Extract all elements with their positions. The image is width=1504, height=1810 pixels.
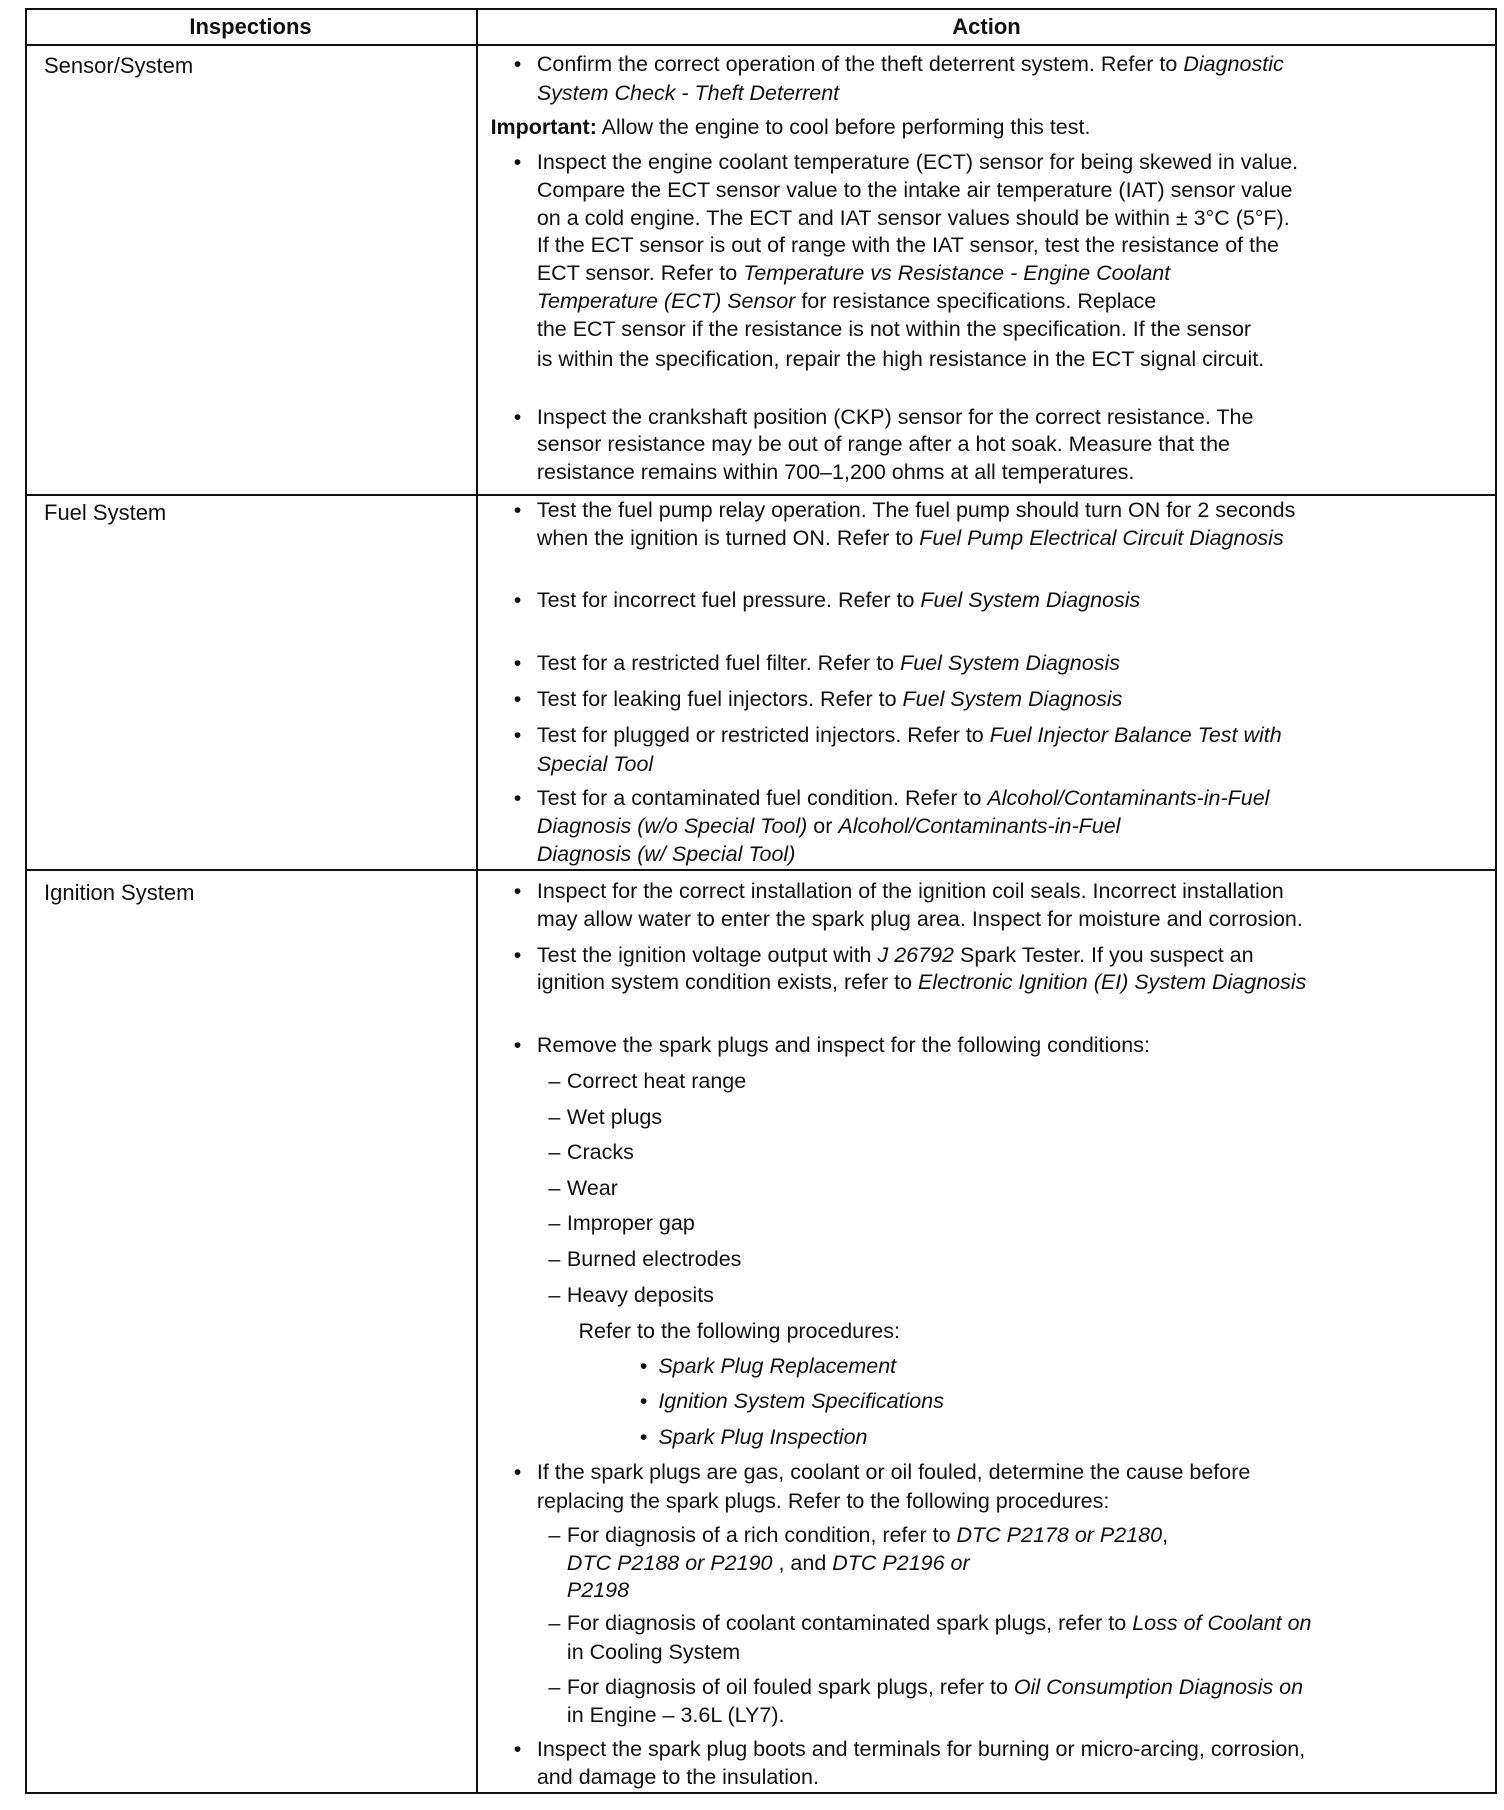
- action-line: [658, 1352, 896, 1380]
- procedure-reference: DTC P2196 or: [832, 1551, 970, 1576]
- action-line: [579, 1317, 900, 1345]
- action-text: for resistance specifications. Replace: [795, 288, 1157, 313]
- dash-marker: –: [548, 1104, 561, 1129]
- action-text: in Engine – 3.6L (LY7).: [566, 1702, 785, 1727]
- action-text: Inspect the engine coolant temperature (ECT) sensor for being skewed in value.: [536, 149, 1299, 174]
- action-text: Cracks: [566, 1140, 634, 1165]
- action-text: Test the fuel pump relay operation. The fuel pump should turn ON for 2 seconds: [536, 498, 1296, 523]
- action-text: ,: [1162, 1523, 1169, 1548]
- bullet-icon: •: [513, 878, 522, 903]
- action-text: Burned electrodes: [566, 1246, 742, 1271]
- column-header-action: Action: [952, 14, 1021, 39]
- procedure-reference: J 26792: [877, 942, 954, 967]
- bullet-icon: •: [639, 1424, 648, 1449]
- action-line: [537, 941, 1254, 969]
- action-line: [537, 586, 1140, 614]
- action-line: [567, 1521, 1168, 1549]
- action-line: [537, 905, 1303, 933]
- column-header-inspections: Inspections: [189, 14, 312, 39]
- action-text: , and: [772, 1551, 833, 1576]
- action-text: is within the specification, repair the high resistance in the ECT signal circuit.: [536, 346, 1265, 371]
- action-text: Heavy deposits: [566, 1282, 714, 1307]
- action-text: or: [807, 814, 839, 839]
- bullet-icon: •: [513, 786, 522, 811]
- action-text: when the ignition is turned ON. Refer to: [536, 526, 920, 550]
- action-line: [537, 1763, 819, 1791]
- action-text: sensor resistance may be out of range after a hot soak. Measure that the: [536, 432, 1231, 457]
- action-text: Inspect for the correct installation of the ignition coil seals. Incorrect installation: [536, 878, 1284, 903]
- action-text: Test for a restricted fuel filter. Refer to: [536, 650, 901, 675]
- row-label-fuel-system: Fuel System: [44, 500, 167, 525]
- action-text: may allow water to enter the spark plug area. Inspect for moisture and corrosion.: [536, 906, 1303, 931]
- action-text: Improper gap: [566, 1210, 695, 1235]
- action-line: [567, 1174, 618, 1202]
- procedure-reference: Diagnosis (w/o Special Tool): [536, 814, 808, 839]
- action-line: [537, 1735, 1305, 1763]
- bullet-icon: •: [513, 498, 522, 523]
- procedure-reference: P2198: [566, 1577, 630, 1602]
- procedure-reference: Loss of Coolant on: [1132, 1611, 1312, 1636]
- action-line: [567, 1638, 740, 1666]
- dash-marker: –: [548, 1523, 561, 1548]
- action-line: [567, 1673, 1303, 1701]
- important-label: Important:: [490, 115, 597, 140]
- action-line: [537, 968, 1307, 996]
- dash-marker: –: [548, 1246, 561, 1271]
- bullet-icon: •: [513, 942, 522, 967]
- procedure-reference: Special Tool: [536, 751, 654, 776]
- procedure-reference: DTC P2178 or P2180: [956, 1523, 1163, 1548]
- action-line: [537, 812, 1121, 840]
- action-line: [537, 458, 1135, 486]
- bullet-icon: •: [513, 1737, 522, 1762]
- action-line: [567, 1209, 695, 1237]
- procedure-reference: Diagnostic: [1183, 51, 1284, 76]
- procedure-reference: Alcohol/Contaminants-in-Fuel: [987, 786, 1270, 811]
- row-label-ignition-system: Ignition System: [44, 880, 195, 905]
- bullet-icon: •: [639, 1389, 648, 1414]
- action-text: resistance remains within 700–1,200 ohms at all temperatures.: [536, 460, 1135, 485]
- action-line: [537, 721, 1282, 749]
- bullet-icon: •: [513, 1459, 522, 1484]
- procedure-reference: Spark Plug Replacement: [658, 1354, 897, 1379]
- dash-marker: –: [548, 1282, 561, 1307]
- action-text: Allow the engine to cool before performing this test.: [596, 115, 1091, 140]
- action-line: [537, 259, 1170, 287]
- action-text: Wear: [566, 1176, 618, 1201]
- action-text: Inspect the spark plug boots and terminals for burning or micro-arcing, corrosion,: [536, 1737, 1306, 1762]
- procedure-reference: Oil Consumption Diagnosis on: [1013, 1674, 1304, 1699]
- action-text: Correct heat range: [566, 1068, 747, 1093]
- action-text: Test for incorrect fuel pressure. Refer to: [536, 588, 921, 613]
- action-line: [537, 524, 1284, 552]
- action-line: [537, 784, 1270, 812]
- bullet-icon: •: [513, 149, 522, 174]
- action-text: Test for leaking fuel injectors. Refer to: [536, 686, 903, 711]
- action-line: [567, 1609, 1312, 1637]
- action-line: [537, 79, 839, 107]
- action-line: [567, 1281, 714, 1309]
- procedure-reference: Electronic Ignition (EI) System Diagnosis: [918, 970, 1307, 995]
- action-text: in Cooling System: [566, 1640, 741, 1665]
- action-line: [537, 231, 1279, 259]
- bullet-icon: •: [513, 404, 522, 429]
- procedure-reference: Temperature (ECT) Sensor: [536, 288, 796, 313]
- action-text: and damage to the insulation.: [536, 1765, 819, 1790]
- action-line: [567, 1103, 662, 1131]
- action-line: [658, 1387, 944, 1415]
- action-text: Refer to the following procedures:: [578, 1318, 900, 1343]
- bullet-icon: •: [513, 51, 522, 76]
- action-line: [537, 877, 1284, 905]
- action-text: For diagnosis of coolant contaminated spark plugs, refer to: [566, 1611, 1133, 1636]
- action-line: [567, 1067, 746, 1095]
- bullet-icon: •: [639, 1354, 648, 1379]
- action-text: Test for a contaminated fuel condition. Refer to: [536, 786, 988, 811]
- action-line: [567, 1576, 629, 1604]
- action-line: [537, 1031, 1150, 1059]
- dash-marker: –: [548, 1140, 561, 1165]
- action-text: For diagnosis of a rich condition, refer to: [566, 1523, 957, 1548]
- action-line: [537, 345, 1264, 373]
- action-text: ECT sensor. Refer to: [536, 261, 744, 286]
- procedure-reference: System Check - Theft Deterrent: [536, 80, 840, 105]
- action-line: [537, 148, 1298, 176]
- procedure-reference: Diagnosis (w/ Special Tool): [536, 841, 796, 866]
- dash-marker: –: [548, 1068, 561, 1093]
- action-line: [537, 1487, 1109, 1515]
- action-line: [537, 1458, 1251, 1486]
- procedure-reference: Ignition System Specifications: [658, 1389, 944, 1414]
- action-line: [537, 204, 1290, 232]
- dash-marker: –: [548, 1611, 561, 1636]
- column-divider: [476, 8, 478, 1794]
- action-line: [567, 1701, 785, 1729]
- action-text: Test for plugged or restricted injectors. Refer to: [536, 722, 990, 747]
- procedure-reference: DTC P2188 or P2190: [566, 1551, 773, 1576]
- bullet-icon: •: [513, 650, 522, 675]
- bullet-icon: •: [513, 588, 522, 613]
- action-line: [537, 287, 1156, 315]
- action-text: ignition system condition exists, refer to: [536, 970, 919, 995]
- action-line: [537, 315, 1251, 343]
- action-line: [537, 840, 796, 868]
- bullet-icon: •: [513, 1032, 522, 1057]
- action-line: [537, 403, 1254, 431]
- action-line: [491, 113, 1091, 141]
- action-text: Wet plugs: [566, 1104, 663, 1129]
- action-line: [567, 1245, 742, 1273]
- procedure-reference: Fuel System Diagnosis: [920, 588, 1141, 613]
- header-divider: [25, 44, 1497, 46]
- dash-marker: –: [548, 1176, 561, 1201]
- action-text: Compare the ECT sensor value to the intake air temperature (IAT) sensor value: [536, 177, 1293, 202]
- action-text: Inspect the crankshaft position (CKP) sensor for the correct resistance. The: [536, 404, 1254, 429]
- action-line: [537, 430, 1230, 458]
- row-label-sensor-system: Sensor/System: [44, 53, 194, 78]
- procedure-reference: Temperature vs Resistance - Engine Coolant: [743, 261, 1171, 286]
- action-text: Remove the spark plugs and inspect for the following conditions:: [536, 1032, 1150, 1057]
- action-text: If the ECT sensor is out of range with the IAT sensor, test the resistance of the: [536, 233, 1279, 258]
- action-text: the ECT sensor if the resistance is not within the specification. If the sensor: [536, 316, 1252, 341]
- action-line: [537, 176, 1293, 204]
- action-text: Test the ignition voltage output with: [536, 942, 878, 967]
- action-line: [537, 50, 1284, 78]
- procedure-reference: Spark Plug Inspection: [658, 1424, 868, 1449]
- procedure-reference: Alcohol/Contaminants-in-Fuel: [838, 814, 1121, 839]
- action-line: [537, 649, 1120, 677]
- action-line: [567, 1138, 634, 1166]
- dash-marker: –: [548, 1674, 561, 1699]
- action-text: Confirm the correct operation of the theft deterrent system. Refer to: [536, 51, 1184, 76]
- bullet-icon: •: [513, 722, 522, 747]
- action-line: [567, 1549, 970, 1577]
- procedure-reference: Fuel Injector Balance Test with: [989, 722, 1282, 747]
- procedure-reference: Fuel System Diagnosis: [900, 650, 1120, 675]
- procedure-reference: Fuel Pump Electrical Circuit Diagnosis: [919, 526, 1284, 550]
- action-line: [658, 1423, 867, 1451]
- row-divider: [25, 869, 1497, 871]
- dash-marker: –: [548, 1210, 561, 1235]
- bullet-icon: •: [513, 686, 522, 711]
- action-text: on a cold engine. The ECT and IAT sensor values should be within ± 3°C (5°F).: [536, 205, 1290, 230]
- action-text: replacing the spark plugs. Refer to the following procedures:: [536, 1488, 1110, 1513]
- action-line: [537, 750, 653, 778]
- procedure-reference: Fuel System Diagnosis: [902, 686, 1123, 711]
- action-line: [537, 496, 1296, 524]
- action-text: For diagnosis of oil fouled spark plugs, refer to: [566, 1674, 1014, 1699]
- action-line: [537, 685, 1123, 713]
- action-text: If the spark plugs are gas, coolant or oil fouled, determine the cause before: [536, 1459, 1251, 1484]
- action-text: Spark Tester. If you suspect an: [954, 942, 1254, 967]
